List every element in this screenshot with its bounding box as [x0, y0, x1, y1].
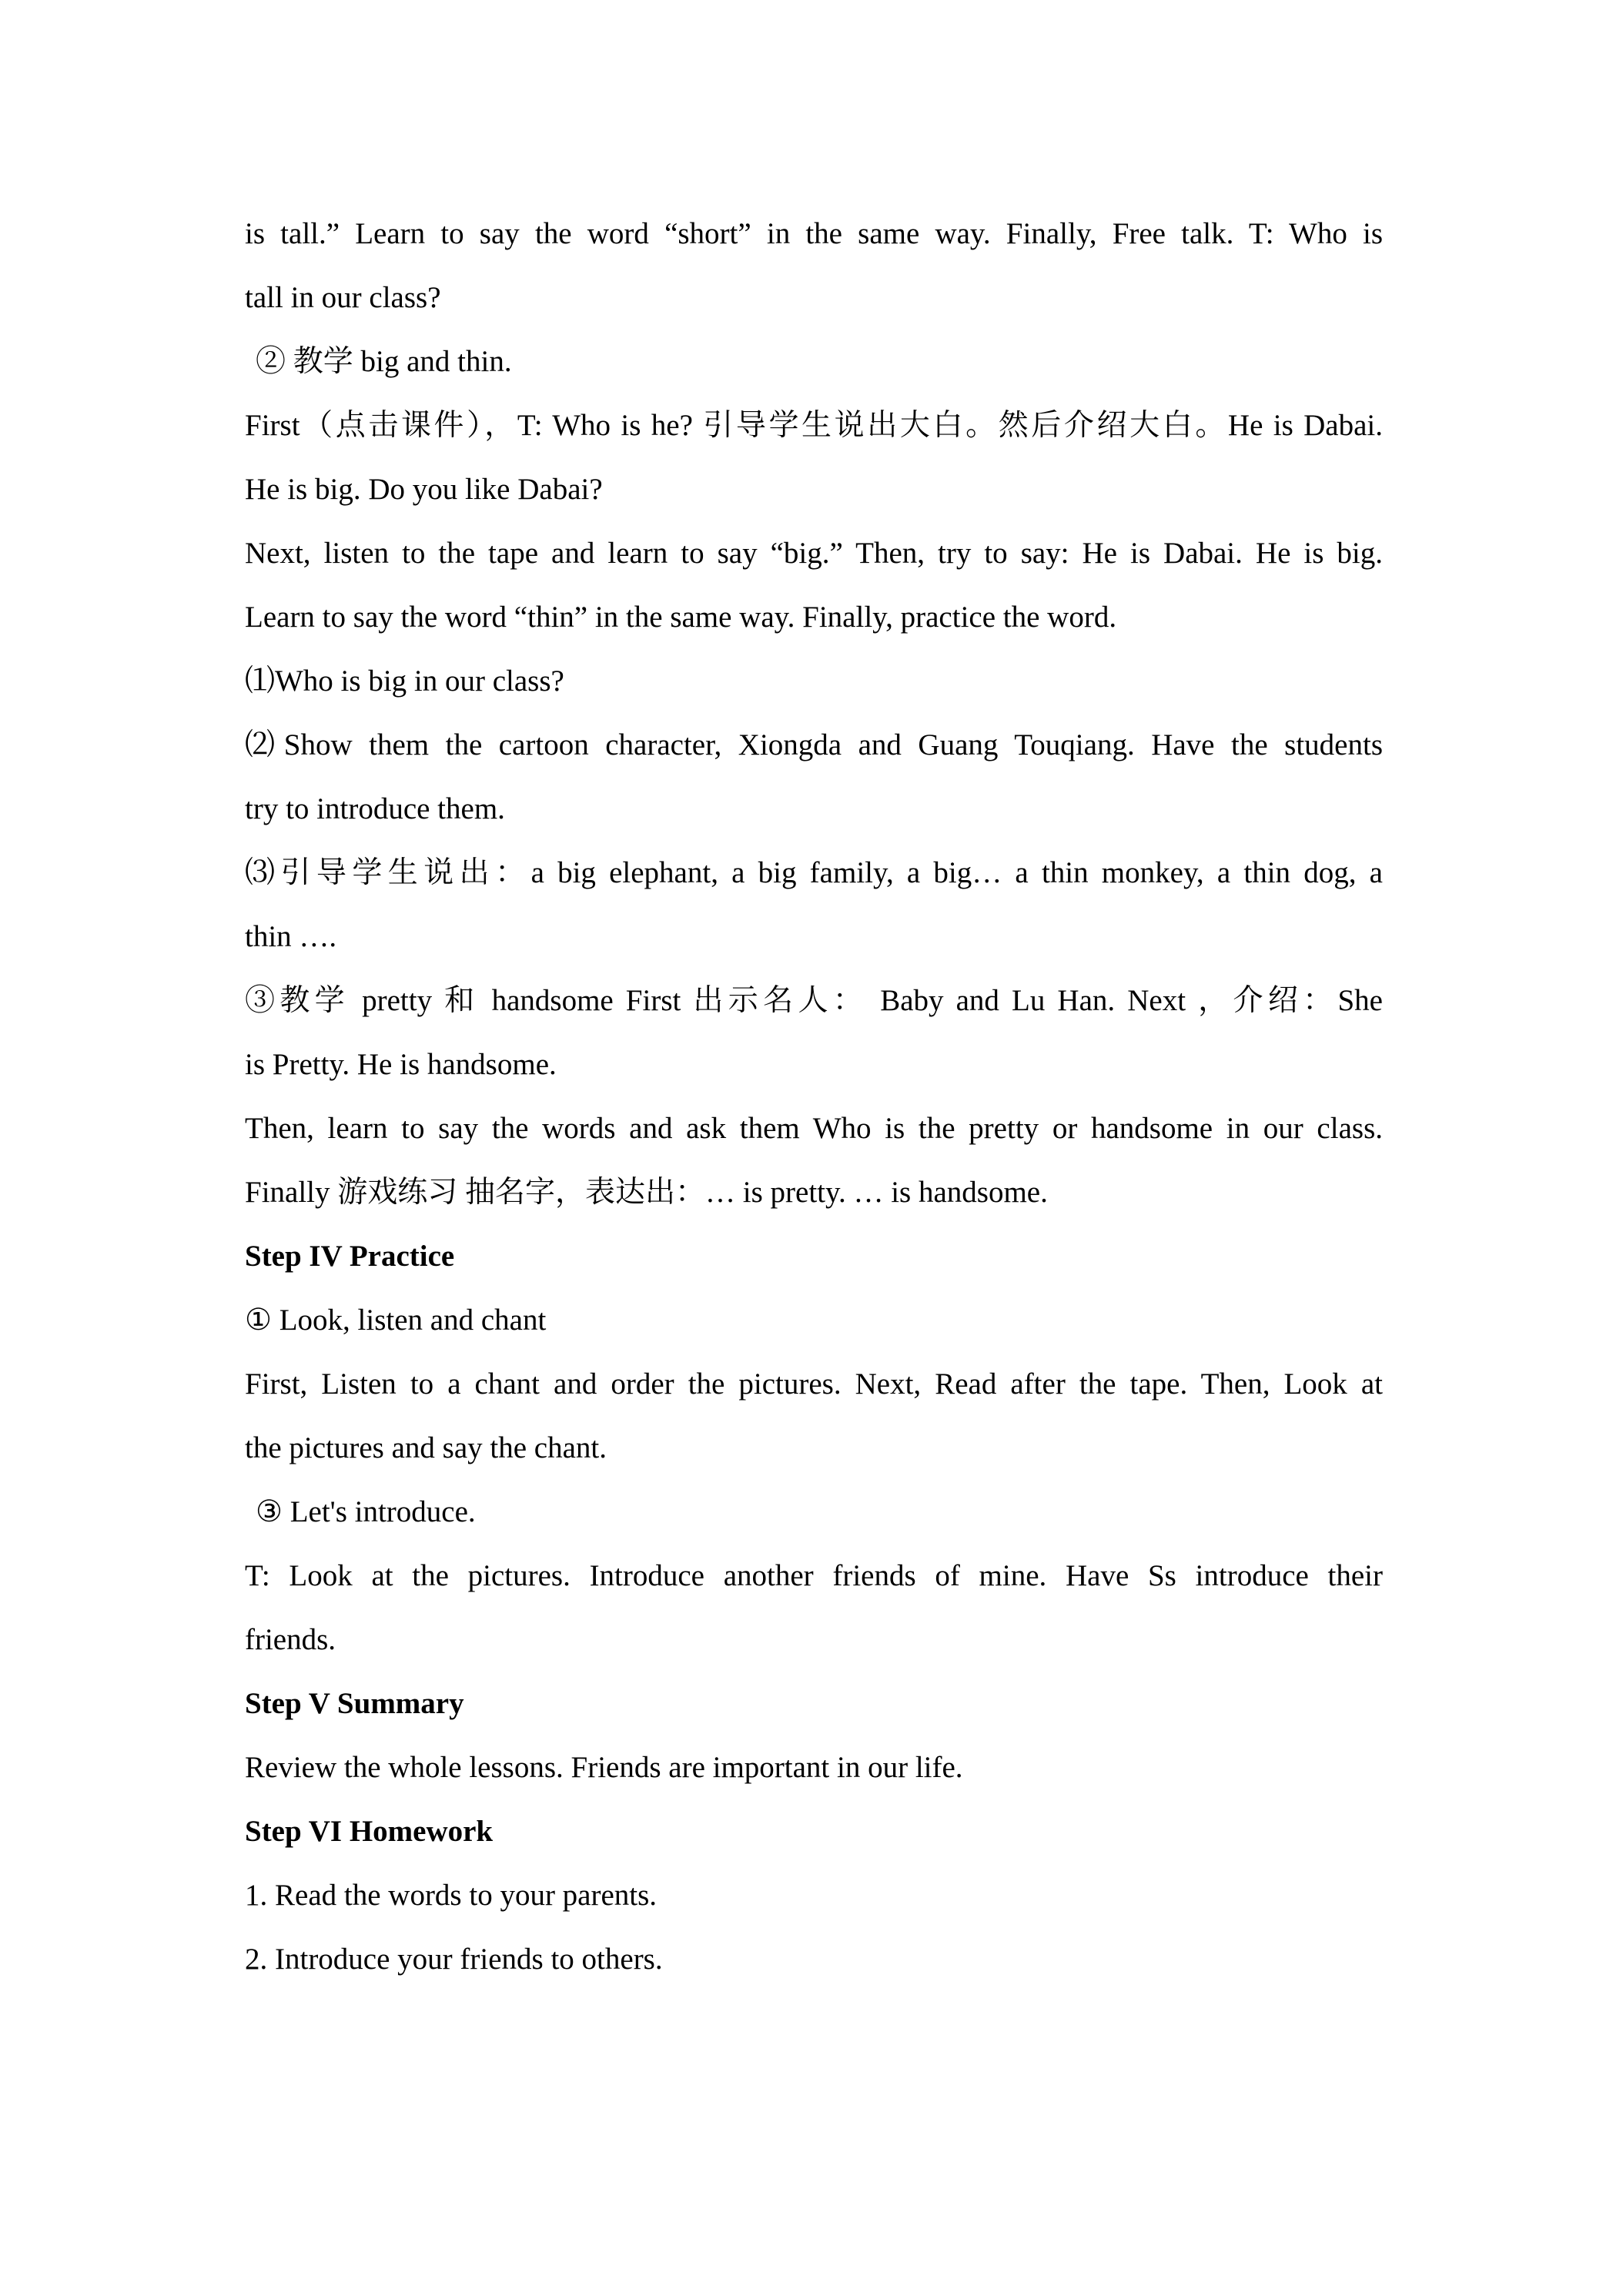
- text-line: is tall.” Learn to say the word “short” in the same way. Finally, Free talk. T: Who is: [245, 217, 1383, 250]
- text-line: First, Listen to a chant and order the pictures. Next, Read after the tape. Then, Look at: [245, 1367, 1383, 1401]
- text-line: try to introduce them.: [245, 792, 505, 825]
- text-line: Next, listen to the tape and learn to say “big.” Then, try to say: He is Dabai. He is big.: [245, 537, 1383, 570]
- document-page: [245, 202, 1383, 1991]
- text-line: is Pretty. He is handsome.: [245, 1048, 557, 1081]
- sub-step-label: ② 教学 big and thin.: [256, 345, 512, 378]
- text-line: First（点击课件），T: Who is he? 引导学生说出大白。然后介绍大白。He is Dabai.: [245, 409, 1383, 442]
- text-line: thin ….: [245, 920, 337, 953]
- text-line: the pictures and say the chant.: [245, 1431, 607, 1464]
- section-heading: Step IV Practice: [245, 1240, 455, 1273]
- sub-step-label: ③教学 pretty 和 handsome First 出示名人： Baby and Lu Han. Next ，介绍：She: [245, 984, 1383, 1017]
- text-line: Learn to say the word “thin” in the same way. Finally, practice the word.: [245, 601, 1117, 634]
- text-line: Finally 游戏练习 抽名字，表达出：… is pretty. … is handsome.: [245, 1176, 1048, 1209]
- sub-step-label: ③ Let's introduce.: [256, 1495, 476, 1528]
- text-line: He is big. Do you like Dabai?: [245, 473, 603, 506]
- text-line: Review the whole lessons. Friends are important in our life.: [245, 1751, 963, 1784]
- list-item: ⑶引导学生说出：a big elephant, a big family, a big… a thin monkey, a thin dog, a: [245, 856, 1383, 889]
- section-heading: Step V Summary: [245, 1687, 464, 1720]
- text-line: tall in our class?: [245, 281, 441, 314]
- list-item: 2. Introduce your friends to others.: [245, 1943, 663, 1976]
- section-heading: Step VI Homework: [245, 1815, 494, 1848]
- text-line: Then, learn to say the words and ask them Who is the pretty or handsome in our class.: [245, 1112, 1383, 1145]
- list-item: ⑵Show them the cartoon character, Xiongda and Guang Touqiang. Have the students: [245, 728, 1383, 761]
- text-line: T: Look at the pictures. Introduce another friends of mine. Have Ss introduce their: [245, 1559, 1383, 1592]
- list-item: 1. Read the words to your parents.: [245, 1879, 658, 1912]
- list-item: ⑴Who is big in our class?: [245, 664, 564, 698]
- text-line: friends.: [245, 1623, 336, 1656]
- sub-step-label: ① Look, listen and chant: [245, 1304, 547, 1337]
